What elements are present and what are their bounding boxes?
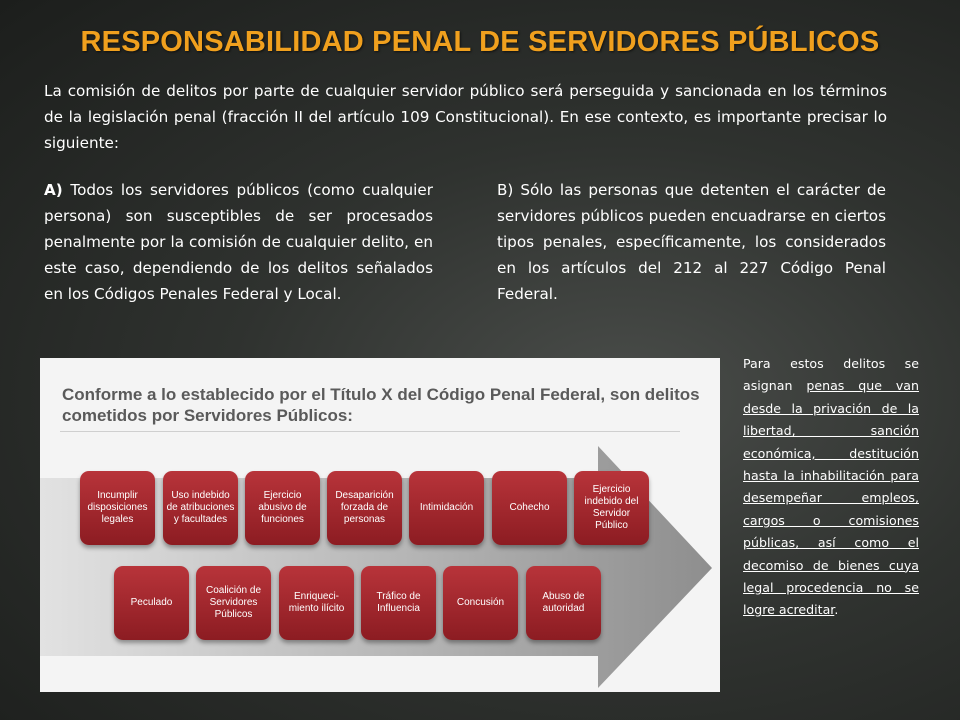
crime-box: Ejercicio indebido del Servidor Público	[574, 471, 649, 545]
crime-box: Enriqueci-miento ilícito	[279, 566, 354, 640]
section-a	[44, 177, 433, 307]
section-a-label: A)	[44, 181, 63, 199]
slide-title: RESPONSABILIDAD PENAL DE SERVIDORES PÚBLICOS	[80, 26, 880, 58]
section-a-text: Todos los servidores públicos (como cualquier persona) son susceptibles de ser procesados penalmente por la comisión de cualquier delito, en este caso, dependiendo de los delitos señalados en los Códigos Penales Federal y Local.	[44, 181, 433, 303]
crime-box: Tráfico de Influencia	[361, 566, 436, 640]
crime-box: Intimidación	[409, 471, 484, 545]
note-penalties: penas que van desde la privación de la libertad, sanción económica, destitución hasta la inhabilitación para desempeñar empleos, cargos o comisiones públicas, así como el decomiso de bienes cuya legal procedencia no se logre acreditar	[743, 378, 919, 618]
crime-box: Abuso de autoridad	[526, 566, 601, 640]
note-end: .	[834, 602, 839, 618]
crime-box: Coalición de Servidores Públicos	[196, 566, 271, 640]
crime-box: Incumplir disposiciones legales	[80, 471, 155, 545]
note-intro: Para estos delitos se asignan	[743, 356, 919, 394]
crime-box: Uso indebido de atribuciones y facultades	[163, 471, 238, 545]
section-b: B) Sólo las personas que detenten el carácter de servidores públicos pueden encuadrarse en ciertos tipos penales, específicamente, los considerados en los artículos del 212 al 227 Código Penal Federal.	[497, 181, 886, 303]
crimes-diagram	[40, 358, 720, 692]
crime-box: Cohecho	[492, 471, 567, 545]
crime-box: Concusión	[443, 566, 518, 640]
crime-box: Ejercicio abusivo de funciones	[245, 471, 320, 545]
penalties-note	[743, 353, 919, 622]
title-divider	[60, 431, 680, 432]
diagram-title: Conforme a lo establecido por el Título X del Código Penal Federal, son delitos cometidos por Servidores Públicos:	[62, 385, 700, 425]
intro-paragraph: La comisión de delitos por parte de cualquier servidor público será perseguida y sancionada en los términos de la legislación penal (fracción II del artículo 109 Constitucional). En ese contexto, es importante precisar lo siguiente:	[44, 82, 887, 152]
crime-box: Peculado	[114, 566, 189, 640]
crime-box: Desaparición forzada de personas	[327, 471, 402, 545]
